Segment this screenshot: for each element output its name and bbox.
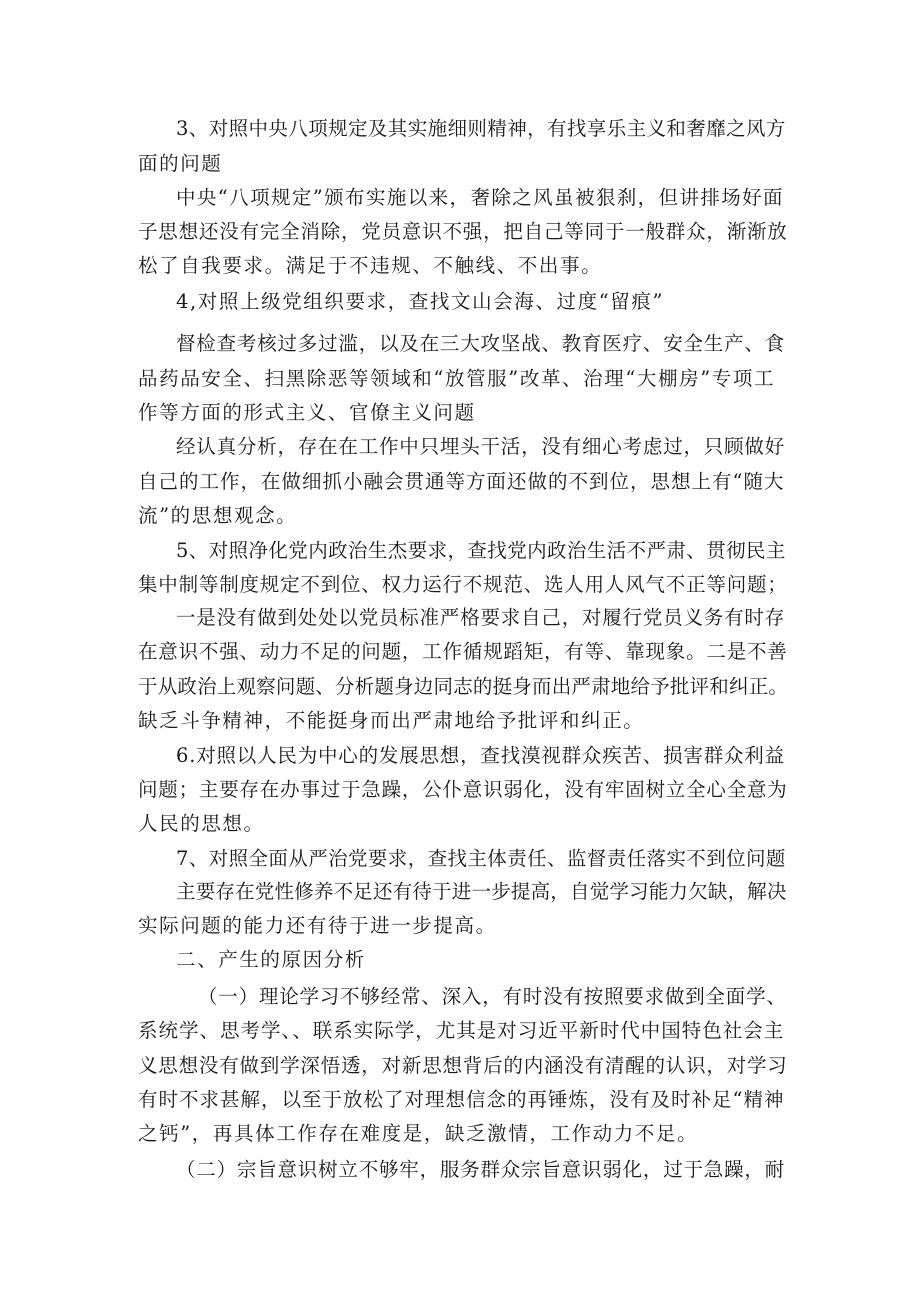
text-line: 一是没有做到处处以党员标准严格要求自己，对履行党员义务有时存 — [176, 606, 786, 629]
text-line: 松了自我要求。满足于不违规、不触线、不出事。 — [138, 254, 603, 277]
text-line: 主要存在党性修养不足还有待于进一步提高，自觉学习能力欠缺，解决 — [176, 880, 787, 903]
text-line: 督检查考核过多过滥，以及在三大攻坚战、教育医疗、安全生产、食 — [176, 332, 786, 355]
text-line: 人民的思想。 — [138, 812, 265, 835]
text-line: 作等方面的形式主义、官僚主义问题 — [138, 401, 476, 424]
text-line: （一）理论学习不够经常、深入，有时没有按照要求做到全面学、 — [198, 985, 787, 1008]
text-line: 问题；主要存在办事过于急躁，公仆意识弱化，没有牢固树立全心全意为 — [138, 778, 788, 801]
text-line: 面的问题 — [138, 152, 223, 175]
text-line: 品药品安全、扫黑除恶等领域和“放管服”改革、治理“大棚房”专项工 — [138, 367, 776, 390]
text-line: 集中制等制度规定不到位、权力运行不规范、选人用人风气不正等问题； — [138, 573, 788, 596]
text-line: 中央“八项规定”颁布实施以来，奢除之风虽被狠刹，但讲排场好面 — [176, 186, 784, 209]
text-line: 实际问题的能力还有待于进一步提高。 — [138, 914, 497, 937]
text-line: 在意识不强、动力不足的问题，工作循规蹈矩，有等、靠现象。二是不善 — [138, 640, 788, 663]
text-line: 4,对照上级党组织要求，查找文山会海、过度“留痕” — [176, 290, 665, 313]
section-heading: 二、产生的原因分析 — [176, 948, 366, 971]
text-line: 义思想没有做到学深悟透，对新思想背后的内涵没有清醒的认识，对学习 — [138, 1054, 788, 1077]
text-line: 之钙”，再具体工作存在难度是，缺乏激情，工作动力不足。 — [138, 1122, 699, 1145]
text-line: 3、对照中央八项规定及其实施细则精神，有找享乐主义和奢靡之风方 — [176, 117, 786, 140]
text-line: 缺乏斗争精神，不能挺身而出严肃地给予批评和纠正。 — [138, 709, 645, 732]
text-line: 自己的工作，在做细抓小融会贯通等方面还做的不到位，思想上有“随大 — [138, 470, 785, 493]
text-line: 有时不求甚解，以至于放松了对理想信念的再锤炼，没有及时补足“精神 — [138, 1088, 785, 1111]
text-line: 经认真分析，存在在工作中只埋头干活，没有细心考虑过，只顾做好 — [176, 435, 786, 458]
text-line: 于从政治上观察问题、分析题身边同志的挺身而出严肃地给予批评和纠正。 — [138, 675, 788, 698]
text-line: 系统学、思考学、、联系实际学，尤其是对习近平新时代中国特色社会主 — [138, 1019, 785, 1042]
text-line: （二）宗旨意识树立不够牢，服务群众宗旨意识弱化，过于急躁，耐 — [176, 1158, 786, 1181]
text-line: 6.对照以人民为中心的发展思想，查找漠视群众疾苦、损害群众利益 — [176, 744, 785, 767]
text-line: 子思想还没有完全消除，党员意识不强，把自己等同于一般群众，渐渐放 — [138, 220, 788, 243]
text-line: 流”的思想观念。 — [138, 504, 298, 527]
text-line: 7、对照全面从严治党要求，查找主体责任、监督责任落实不到位问题 — [176, 847, 786, 870]
text-line: 5、对照净化党内政治生杰要求，查找党内政治生活不严肃、贯彻民主 — [176, 539, 786, 562]
